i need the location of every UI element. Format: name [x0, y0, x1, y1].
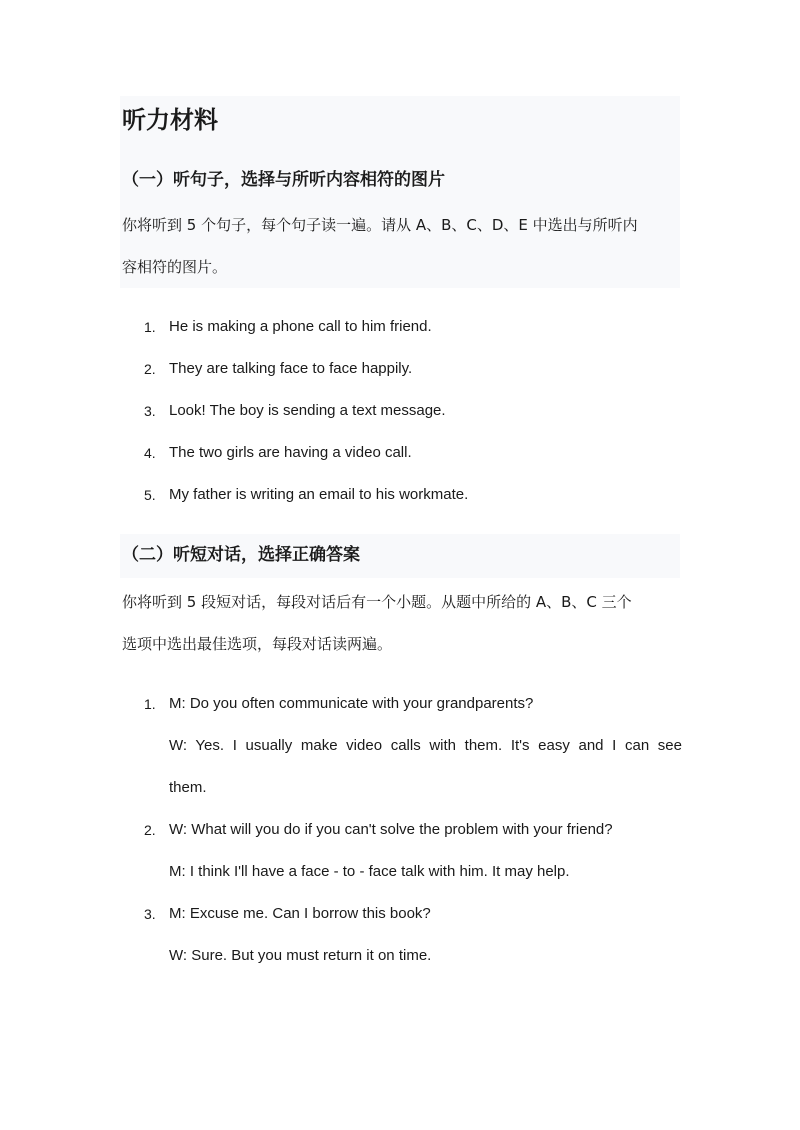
dialogue-number: 1. [144, 696, 156, 712]
dialogue-number: 2. [144, 822, 156, 838]
dialogue-line: M: Do you often communicate with your grandparents? [169, 695, 534, 712]
dialogue-line: W: What will you do if you can't solve the problem with your friend? [169, 821, 613, 838]
dialogue-line: M: I think I'll have a face - to - face talk with him. It may help. [169, 863, 570, 880]
dialogue-line: W: Yes. I usually make video calls with them. It's easy and I can see [169, 737, 682, 754]
dialogue-item [122, 893, 682, 977]
sentence-number: 1. [144, 319, 156, 335]
sentence-text: The two girls are having a video call. [169, 444, 412, 461]
section2-instruction-line2: 选项中选出最佳选项，每段对话读两遍。 [122, 635, 393, 653]
sentence-text: Look! The boy is sending a text message. [169, 402, 446, 419]
dialogue-number: 3. [144, 906, 156, 922]
section1-instruction [122, 204, 682, 288]
sentence-number: 4. [144, 445, 156, 461]
sentence-item [122, 348, 682, 390]
section1-instruction-line1: 你将听到 5 个句子，每个句子读一遍。请从 A、B、C、D、E 中选出与所听内 [122, 216, 638, 234]
sentence-list [122, 306, 682, 516]
sentence-item [122, 432, 682, 474]
page-title: 听力材料 [122, 106, 218, 134]
section2-instruction [122, 581, 682, 665]
section1-heading: （一）听句子，选择与所听内容相符的图片 [122, 170, 445, 190]
sentence-text: He is making a phone call to him friend. [169, 318, 432, 335]
dialogue-line: W: Sure. But you must return it on time. [169, 947, 432, 964]
dialogue-line: M: Excuse me. Can I borrow this book? [169, 905, 431, 922]
sentence-item [122, 474, 682, 516]
section2-instruction-line1: 你将听到 5 段短对话，每段对话后有一个小题。从题中所给的 A、B、C 三个 [122, 593, 632, 611]
sentence-text: My father is writing an email to his workmate. [169, 486, 469, 503]
dialogue-list [122, 683, 682, 977]
dialogue-item [122, 683, 682, 809]
sentence-item [122, 390, 682, 432]
dialogue-line: them. [169, 779, 207, 796]
sentence-number: 2. [144, 361, 156, 377]
section2-heading: （二）听短对话，选择正确答案 [122, 545, 360, 565]
section1-instruction-line2: 容相符的图片。 [122, 258, 228, 276]
sentence-number: 3. [144, 403, 156, 419]
sentence-number: 5. [144, 487, 156, 503]
sentence-item [122, 306, 682, 348]
dialogue-item [122, 809, 682, 893]
sentence-text: They are talking face to face happily. [169, 360, 413, 377]
